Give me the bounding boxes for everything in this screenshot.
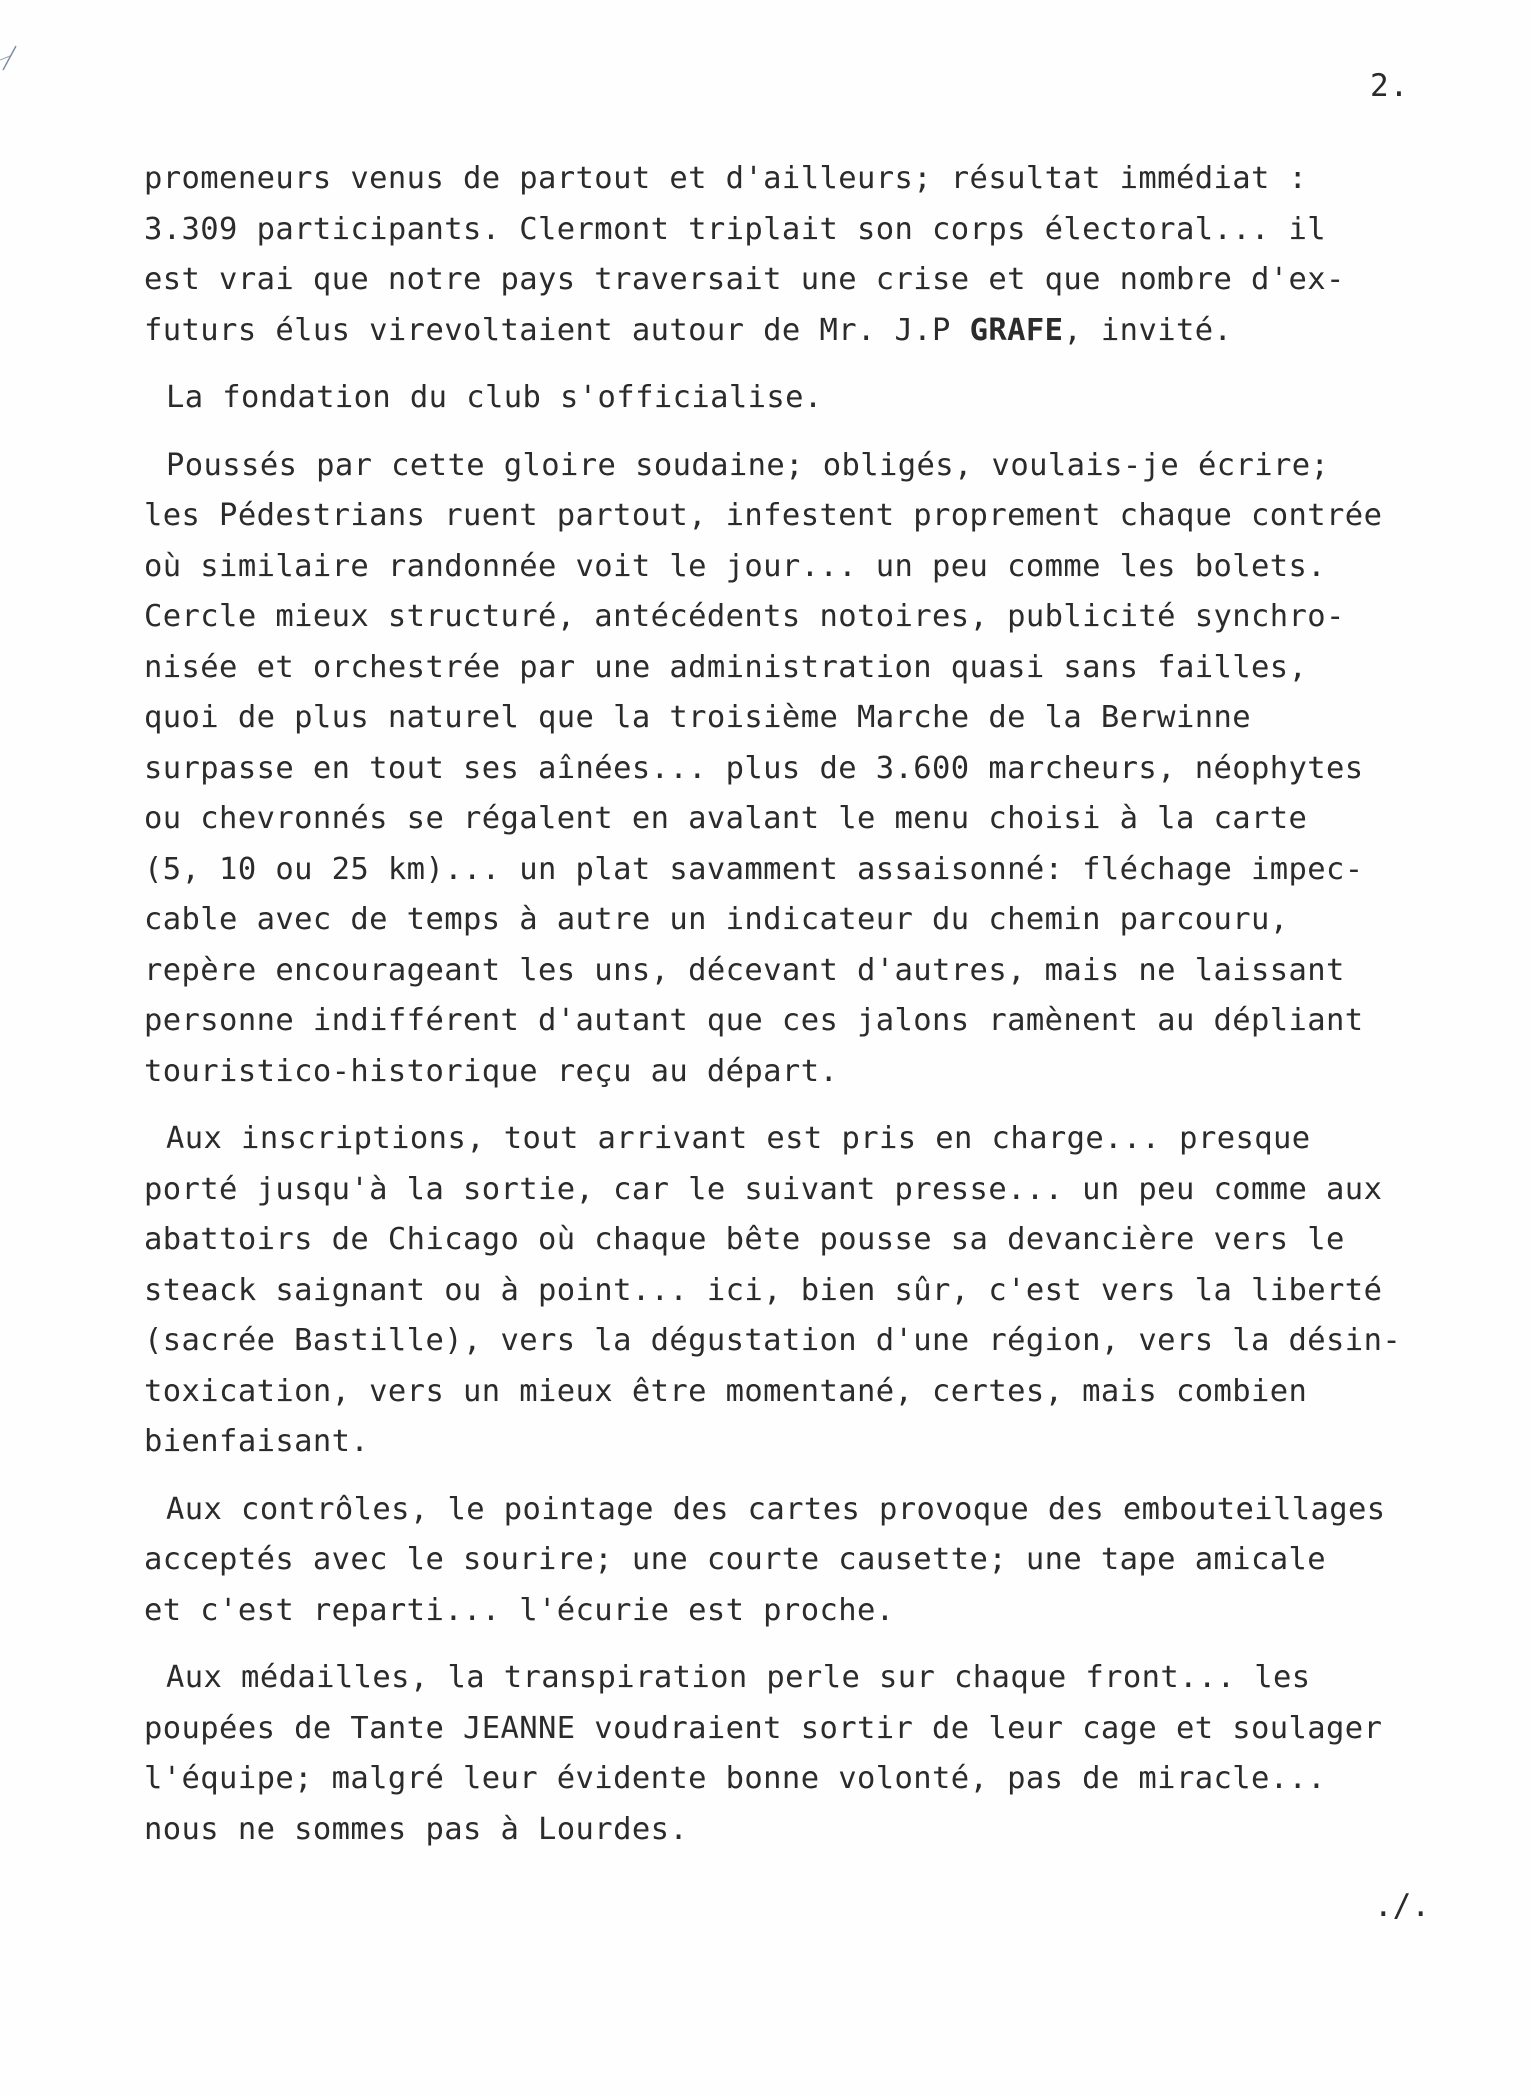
text-line: repère encourageant les uns, décevant d'autres, mais ne laissant xyxy=(144,952,1345,988)
text-line: quoi de plus naturel que la troisième Marche de la Berwinne xyxy=(144,700,1251,735)
text-line: Aux contrôles, le pointage des cartes provoque des embouteillages xyxy=(166,1491,1386,1527)
text-line-with-name xyxy=(144,306,1504,357)
paragraph-5 xyxy=(144,1485,1504,1637)
continuation-mark: ./. xyxy=(1374,1888,1430,1924)
text-line: steack saignant ou à point... ici, bien sûr, c'est vers la liberté xyxy=(144,1272,1383,1308)
text-line: nous ne sommes pas à Lourdes. xyxy=(144,1811,689,1847)
text-line: abattoirs de Chicago où chaque bête pousse sa devancière vers le xyxy=(144,1222,1345,1257)
text-segment: , invité. xyxy=(1063,312,1233,348)
text-line: les Pédestrians ruent partout, infestent proprement chaque contrée xyxy=(144,498,1383,533)
text-segment: futurs élus virevoltaient autour de Mr. J.P xyxy=(144,312,970,348)
typewritten-body xyxy=(144,154,1504,1872)
text-line: acceptés avec le sourire; une courte causette; une tape amicale xyxy=(144,1542,1327,1577)
text-line: Cercle mieux structuré, antécédents notoires, publicité synchro- xyxy=(144,599,1345,634)
paragraph-6 xyxy=(144,1653,1504,1855)
text-line: touristico-historique reçu au départ. xyxy=(144,1053,839,1089)
text-line: est vrai que notre pays traversait une crise et que nombre d'ex- xyxy=(144,262,1345,297)
text-line: personne indifférent d'autant que ces jalons ramènent au dépliant xyxy=(144,1003,1364,1038)
text-line: et c'est reparti... l'écurie est proche. xyxy=(144,1592,895,1628)
text-line: 3.309 participants. Clermont triplait son corps électoral... il xyxy=(144,211,1327,247)
pen-mark-icon xyxy=(0,44,18,82)
bold-surname: GRAFE xyxy=(969,312,1064,348)
text-line: toxication, vers un mieux être momentané, certes, mais combien xyxy=(144,1373,1308,1409)
text-line: promeneurs venus de partout et d'ailleurs; résultat immédiat : xyxy=(144,161,1308,196)
text-line: bienfaisant. xyxy=(144,1424,370,1459)
text-line: ou chevronnés se régalent en avalant le menu choisi à la carte xyxy=(144,801,1308,836)
text-line: porté jusqu'à la sortie, car le suivant presse... un peu comme aux xyxy=(144,1171,1383,1207)
text-line: La fondation du club s'officialise. xyxy=(166,380,823,415)
text-line: où similaire randonnée voit le jour... un peu comme les bolets. xyxy=(144,548,1327,584)
text-line: Aux médailles, la transpiration perle sur chaque front... les xyxy=(166,1660,1311,1695)
text-line: Aux inscriptions, tout arrivant est pris en charge... presque xyxy=(166,1121,1311,1156)
paragraph-3 xyxy=(144,441,1504,1098)
paragraph-2 xyxy=(144,373,1504,424)
paragraph-4 xyxy=(144,1114,1504,1468)
text-line: (5, 10 ou 25 km)... un plat savamment assaisonné: fléchage impec- xyxy=(144,851,1364,887)
text-line: nisée et orchestrée par une administration quasi sans failles, xyxy=(144,649,1308,685)
text-line: l'équipe; malgré leur évidente bonne volonté, pas de miracle... xyxy=(144,1761,1327,1796)
text-line: cable avec de temps à autre un indicateur du chemin parcouru, xyxy=(144,902,1289,937)
text-line: poupées de Tante JEANNE voudraient sortir de leur cage et soulager xyxy=(144,1710,1383,1746)
text-line: surpasse en tout ses aînées... plus de 3.600 marcheurs, néophytes xyxy=(144,750,1364,786)
page-number: 2. xyxy=(1370,68,1410,104)
paragraph-1 xyxy=(144,154,1504,356)
text-line: Poussés par cette gloire soudaine; obligés, voulais-je écrire; xyxy=(166,447,1330,483)
text-line: (sacrée Bastille), vers la dégustation d'une région, vers la désin- xyxy=(144,1323,1402,1358)
